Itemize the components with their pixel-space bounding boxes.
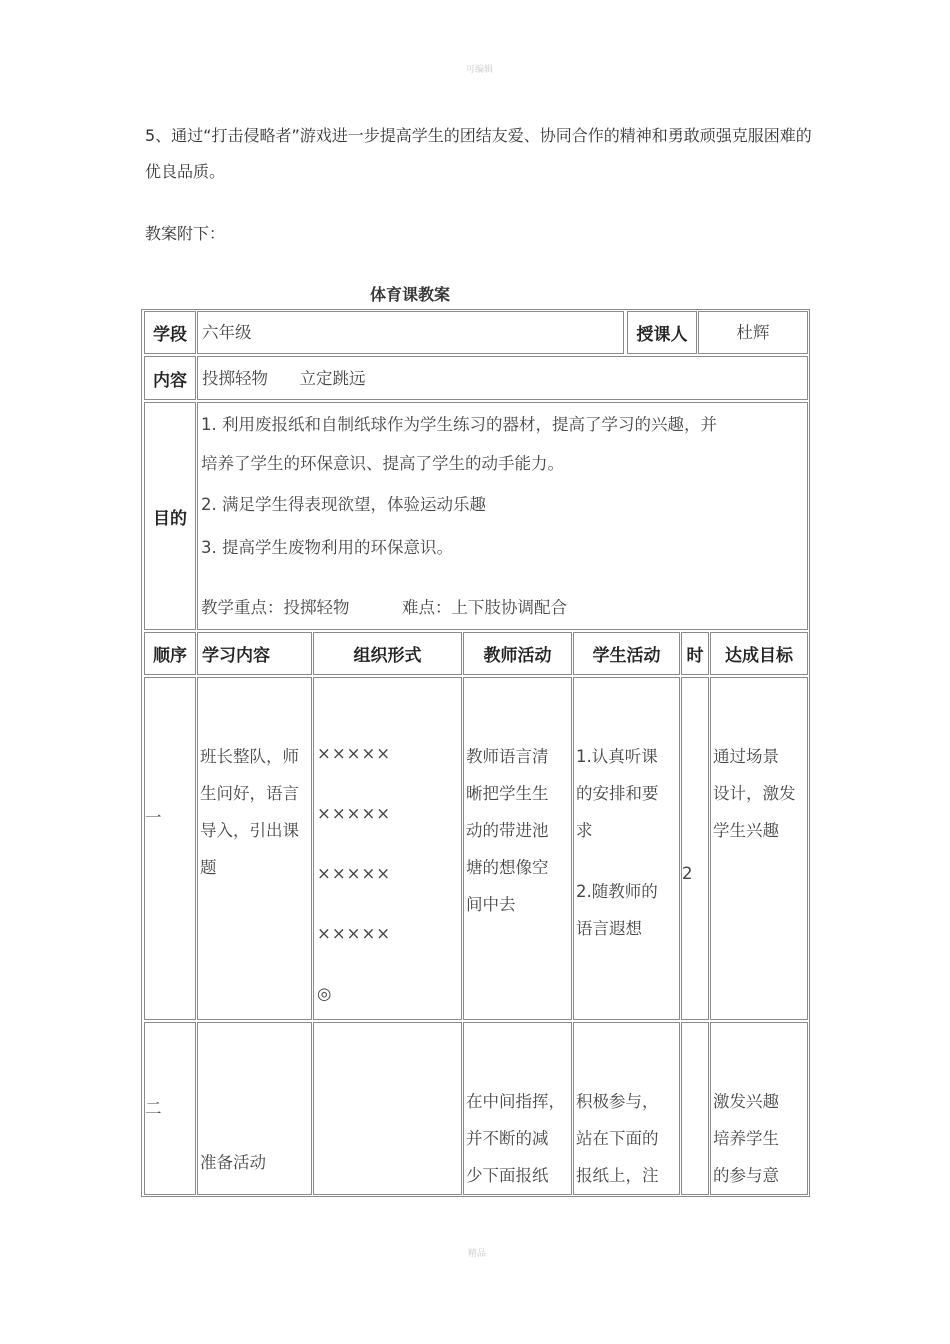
row2-order-cell bbox=[144, 1022, 196, 1195]
goals-cell bbox=[197, 402, 808, 630]
header-watermark: 可编辑 bbox=[466, 65, 494, 75]
row1-time-cell bbox=[681, 677, 709, 1020]
row1-student-b: 2.随教师的 语言遐想 bbox=[576, 882, 658, 938]
teacher-position-mark: ◎ bbox=[317, 984, 332, 1003]
col-goal: 达成目标 bbox=[710, 632, 808, 675]
goal-1-line-2: 培养了学生的环保意识、提高了学生的动手能力。 bbox=[201, 454, 564, 473]
row1-formation-cell bbox=[313, 677, 462, 1020]
row2-student-cell bbox=[573, 1022, 680, 1195]
teacher-label: 授课人 bbox=[627, 311, 697, 354]
col-student-activity: 学生活动 bbox=[573, 632, 680, 675]
row1-student-a: 1.认真听课 的安排和要 求 bbox=[576, 747, 659, 840]
row1-student-cell bbox=[573, 677, 680, 1020]
row2-teacher: 在中间指挥， 并不断的减 少下面报纸 bbox=[466, 1092, 565, 1185]
grade-label: 学段 bbox=[144, 311, 196, 354]
row2-formation-cell bbox=[313, 1022, 462, 1195]
row1-order-cell bbox=[144, 677, 196, 1020]
row2-content: 准备活动 bbox=[200, 1153, 266, 1172]
row1-goal-cell bbox=[710, 677, 808, 1020]
key-points: 教学重点：投掷轻物 难点：上下肢协调配合 bbox=[201, 598, 567, 617]
formation-line-1: ××××× bbox=[317, 744, 392, 763]
goal-2: 2. 满足学生得表现欲望，体验运动乐趣 bbox=[201, 495, 486, 514]
col-formation: 组织形式 bbox=[313, 632, 462, 675]
goal-label: 目的 bbox=[144, 402, 196, 630]
row2-goal-cell bbox=[710, 1022, 808, 1195]
teacher-value: 杜辉 bbox=[698, 311, 808, 354]
row1-order: 一 bbox=[145, 808, 162, 827]
formation-line-3: ××××× bbox=[317, 864, 392, 883]
row2-teacher-cell bbox=[463, 1022, 572, 1195]
appendix-note: 教案附下： bbox=[145, 224, 226, 243]
footer-watermark: 精品 bbox=[468, 1249, 487, 1259]
row1-content: 班长整队，师 生问好，语言 导入，引出课 题 bbox=[200, 747, 299, 877]
row1-teacher: 教师语言清 晰把学生生 动的带进池 塘的想像空 间中去 bbox=[466, 747, 549, 914]
grade-value: 六年级 bbox=[197, 311, 624, 354]
formation-line-2: ××××× bbox=[317, 804, 392, 823]
formation-line-4: ××××× bbox=[317, 924, 392, 943]
col-time: 时 bbox=[681, 632, 709, 675]
goal-1-line-1: 1. 利用废报纸和自制纸球作为学生练习的器材，提高了学习的兴趣，并 bbox=[201, 415, 717, 434]
row2-content-cell bbox=[197, 1022, 312, 1195]
intro-item-5: 5、通过“打击侵略者”游戏进一步提高学生的团结友爱、协同合作的精神和勇敢顽强克服困难的优良品质。 bbox=[145, 126, 812, 181]
content-label: 内容 bbox=[144, 356, 196, 400]
row2-time-cell bbox=[681, 1022, 709, 1195]
col-content: 学习内容 bbox=[197, 632, 312, 675]
row1-teacher-cell bbox=[463, 677, 572, 1020]
row2-goal: 激发兴趣 培养学生 的参与意 bbox=[713, 1092, 779, 1185]
doc-title: 体育课教案 bbox=[370, 285, 451, 304]
col-teacher-activity: 教师活动 bbox=[463, 632, 572, 675]
content-value: 投掷轻物 立定跳远 bbox=[197, 356, 808, 400]
goal-3: 3. 提高学生废物利用的环保意识。 bbox=[201, 538, 453, 557]
row1-content-cell bbox=[197, 677, 312, 1020]
row2-order: 二 bbox=[145, 1099, 162, 1118]
col-order: 顺序 bbox=[144, 632, 196, 675]
row1-time: 2 bbox=[682, 864, 693, 883]
row2-student: 积极参与， 站在下面的 报纸上，注 bbox=[576, 1092, 659, 1185]
row1-goal: 通过场景 设计，激发 学生兴趣 bbox=[713, 747, 796, 840]
